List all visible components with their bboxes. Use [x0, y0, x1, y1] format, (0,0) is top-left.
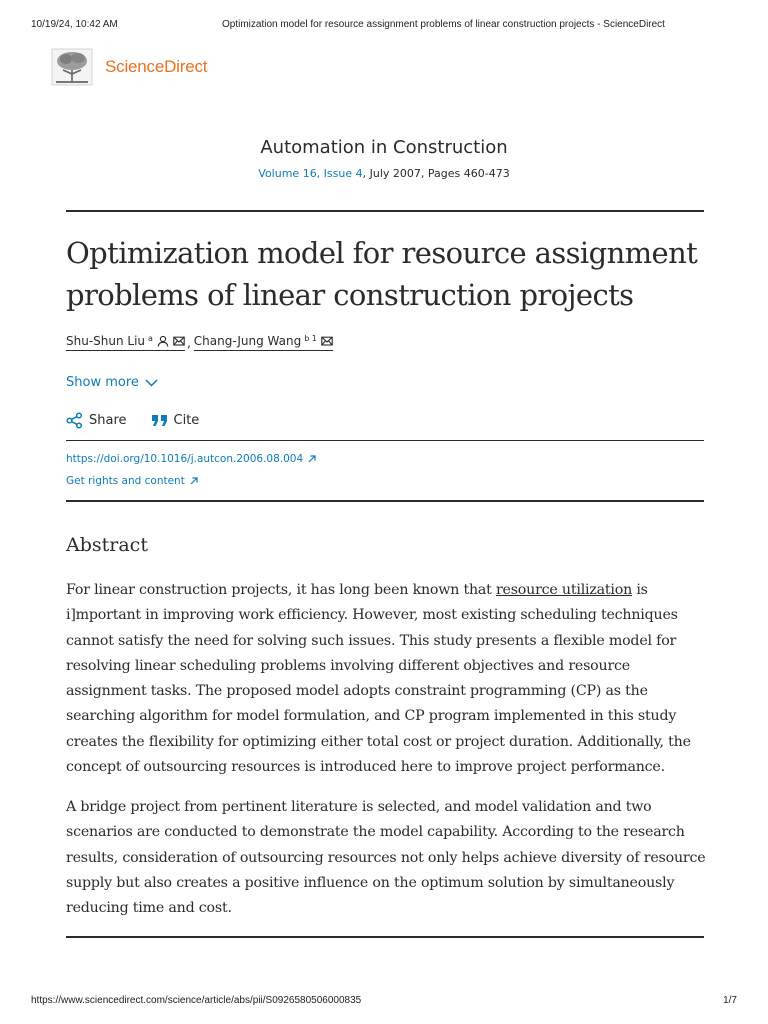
external-arrow-icon — [190, 477, 198, 485]
cite-button[interactable] — [151, 413, 200, 428]
journal-issue-info — [0, 167, 768, 180]
author-name: Shu-Shun Liu — [66, 334, 146, 348]
abstract-text: is i]mportant in improving work efficiency. However, most existing scheduling techniques cannot satisfy the need for solving such issues. This study presents a flexible model for resolving linear scheduling problems involving different objectives and resource assignment tasks. The proposed model adopts constraint programming (CP) as the searching algorithm for model formulation, and CP program implemented in this study creates the flexibility for optimizing either total cost or project duration. Additionally, the concept of outsourcing resources is introduced here to improve project performance. — [66, 582, 691, 776]
envelope-icon — [173, 335, 185, 347]
article-title: Optimization model for resource assignment problems of linear construction projects — [66, 236, 698, 312]
abstract-paragraph — [66, 578, 706, 780]
journal-name[interactable]: Automation in Construction — [260, 137, 508, 158]
share-label: Share — [89, 413, 127, 428]
author-list — [66, 334, 333, 351]
divider — [66, 210, 704, 212]
author-affiliation: b 1 — [304, 333, 317, 343]
show-more-label: Show more — [66, 375, 139, 390]
divider — [66, 500, 704, 502]
author-separator: , — [186, 335, 191, 350]
topic-link[interactable]: resource utilization — [495, 582, 633, 598]
print-page-title: Optimization model for resource assignment problems of linear construction projects - ScienceDirect — [222, 19, 665, 30]
sciencedirect-logo[interactable] — [51, 48, 207, 86]
print-timestamp: 10/19/24, 10:42 AM — [31, 19, 118, 30]
envelope-icon — [321, 335, 333, 347]
print-page-number: 1/7 — [723, 995, 737, 1006]
author-link[interactable] — [194, 334, 333, 351]
show-more-button[interactable] — [66, 375, 158, 390]
elsevier-tree-logo-icon — [51, 48, 93, 86]
divider — [66, 936, 704, 938]
quote-icon — [151, 413, 168, 428]
author-link[interactable] — [66, 334, 185, 351]
person-icon — [157, 335, 169, 347]
volume-issue-link[interactable]: Volume 16, Issue 4 — [258, 167, 363, 180]
external-arrow-icon — [308, 455, 316, 463]
share-button[interactable] — [66, 412, 127, 429]
share-icon — [66, 412, 83, 429]
divider — [66, 440, 704, 441]
abstract-heading: Abstract — [66, 534, 148, 556]
rights-text: Get rights and content — [66, 475, 185, 487]
doi-text: https://doi.org/10.1016/j.autcon.2006.08.004 — [66, 453, 304, 465]
author-name: Chang-Jung Wang — [193, 334, 302, 348]
rights-link[interactable] — [66, 475, 198, 487]
abstract-paragraph: A bridge project from pertinent literature is selected, and model validation and two scenarios are conducted to demonstrate the model capability. According to the research results, consideration of outsourcing resources not only helps achieve diversity of resource supply but also creates a positive influence on the optimum solution by simultaneously reducing time and cost. — [66, 799, 706, 917]
abstract-text: For linear construction projects, it has long been known that — [66, 582, 496, 598]
cite-label: Cite — [173, 413, 200, 428]
chevron-down-icon — [145, 379, 158, 387]
print-url: https://www.sciencedirect.com/science/article/abs/pii/S0926580506000835 — [31, 995, 362, 1006]
date-pages: , July 2007, Pages 460-473 — [362, 167, 510, 180]
brand-name: ScienceDirect — [105, 57, 208, 76]
article-actions — [66, 412, 223, 429]
doi-link[interactable] — [66, 453, 316, 465]
author-affiliation: a — [148, 333, 153, 343]
